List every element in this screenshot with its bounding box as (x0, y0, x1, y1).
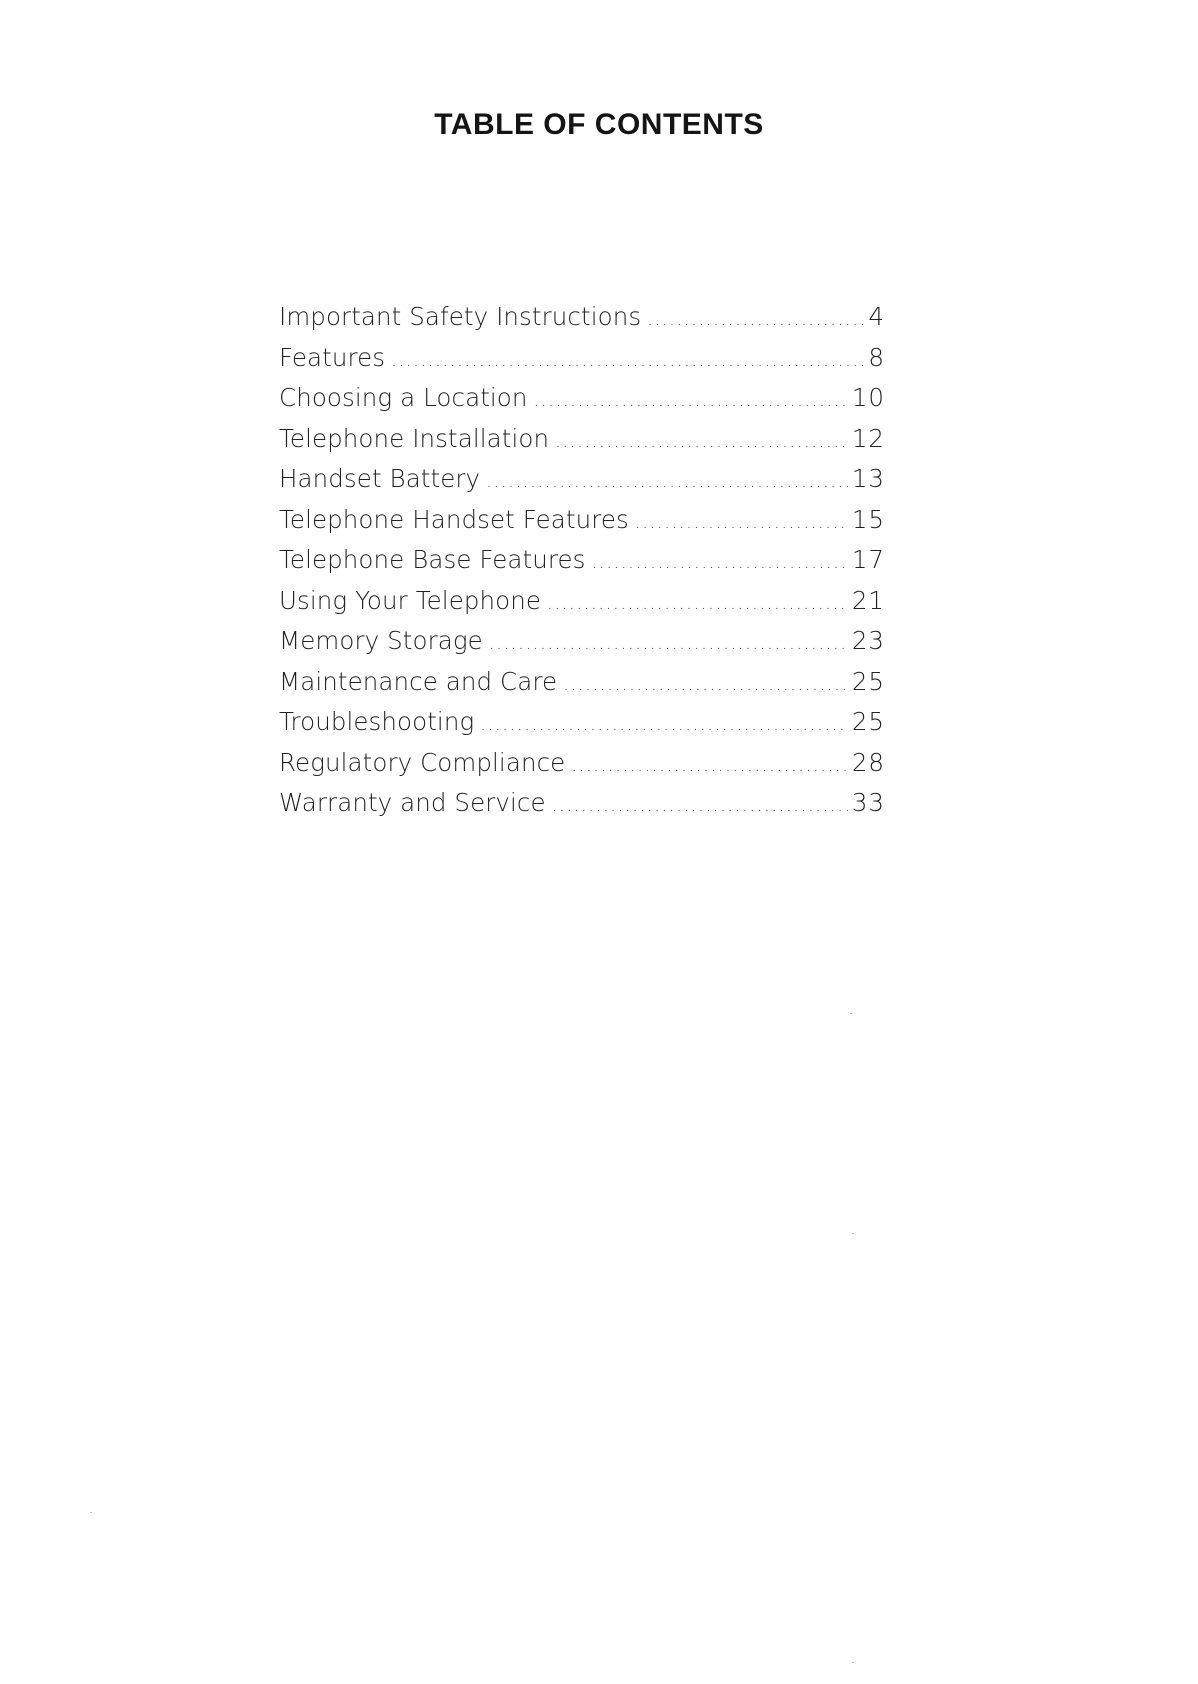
page-title: TABLE OF CONTENTS (434, 108, 764, 142)
toc-entry-title: Using Your Telephone (279, 585, 542, 615)
toc-entry-title: Important Safety Instructions (279, 302, 642, 331)
table-of-contents (279, 302, 885, 829)
toc-entry[interactable] (279, 343, 885, 384)
toc-entry[interactable] (279, 464, 885, 505)
dot-leader (486, 471, 848, 492)
toc-entry[interactable] (279, 383, 885, 424)
dot-leader (547, 593, 848, 614)
toc-entry-page: 25 (851, 707, 885, 736)
dot-leader (480, 714, 848, 735)
dot-leader (489, 633, 848, 654)
toc-entry-title: Telephone Installation (279, 423, 550, 453)
toc-entry-title: Telephone Handset Features (279, 504, 629, 534)
dot-leader (647, 309, 864, 330)
toc-entry-title: Telephone Base Features (279, 545, 586, 574)
toc-entry-page: 4 (868, 302, 885, 331)
dot-leader (592, 552, 848, 573)
toc-entry-page: 10 (851, 383, 885, 412)
dot-leader (563, 674, 848, 695)
dot-leader (391, 350, 864, 371)
toc-entry[interactable] (279, 586, 885, 627)
dot-leader (534, 390, 848, 411)
dot-leader (571, 755, 847, 776)
toc-entry[interactable] (279, 748, 885, 789)
toc-entry-page: 15 (851, 504, 885, 534)
toc-entry[interactable] (279, 505, 885, 546)
toc-entry-page: 23 (851, 626, 885, 655)
toc-entry[interactable] (279, 667, 885, 708)
toc-entry-title: Choosing a Location (279, 383, 528, 412)
dot-leader (635, 512, 848, 533)
toc-entry-page: 21 (851, 585, 885, 615)
toc-entry-title: Maintenance and Care (279, 666, 558, 696)
dot-leader (555, 431, 848, 452)
toc-entry-title: Memory Storage (279, 626, 483, 655)
toc-entry[interactable] (279, 788, 885, 829)
toc-entry-title: Handset Battery (279, 464, 481, 493)
scan-speck (852, 1662, 854, 1663)
toc-entry-page: 8 (868, 342, 885, 372)
toc-entry[interactable] (279, 424, 885, 465)
toc-entry[interactable] (279, 707, 885, 748)
scan-speck (90, 1512, 92, 1513)
toc-entry-title: Troubleshooting (279, 707, 475, 736)
toc-entry-page: 28 (851, 747, 885, 777)
dot-leader (552, 795, 848, 816)
toc-entry-title: Warranty and Service (279, 788, 546, 817)
scan-speck (852, 1233, 854, 1234)
scan-speck (850, 1013, 852, 1014)
toc-entry-title: Features (279, 342, 386, 372)
toc-entry[interactable] (279, 626, 885, 667)
toc-entry-page: 25 (851, 666, 885, 696)
toc-entry[interactable] (279, 302, 885, 343)
toc-entry-page: 12 (851, 423, 885, 453)
toc-entry[interactable] (279, 545, 885, 586)
toc-entry-title: Regulatory Compliance (279, 747, 566, 777)
toc-entry-page: 33 (851, 788, 885, 817)
toc-entry-page: 17 (851, 545, 885, 574)
toc-entry-page: 13 (851, 464, 885, 493)
